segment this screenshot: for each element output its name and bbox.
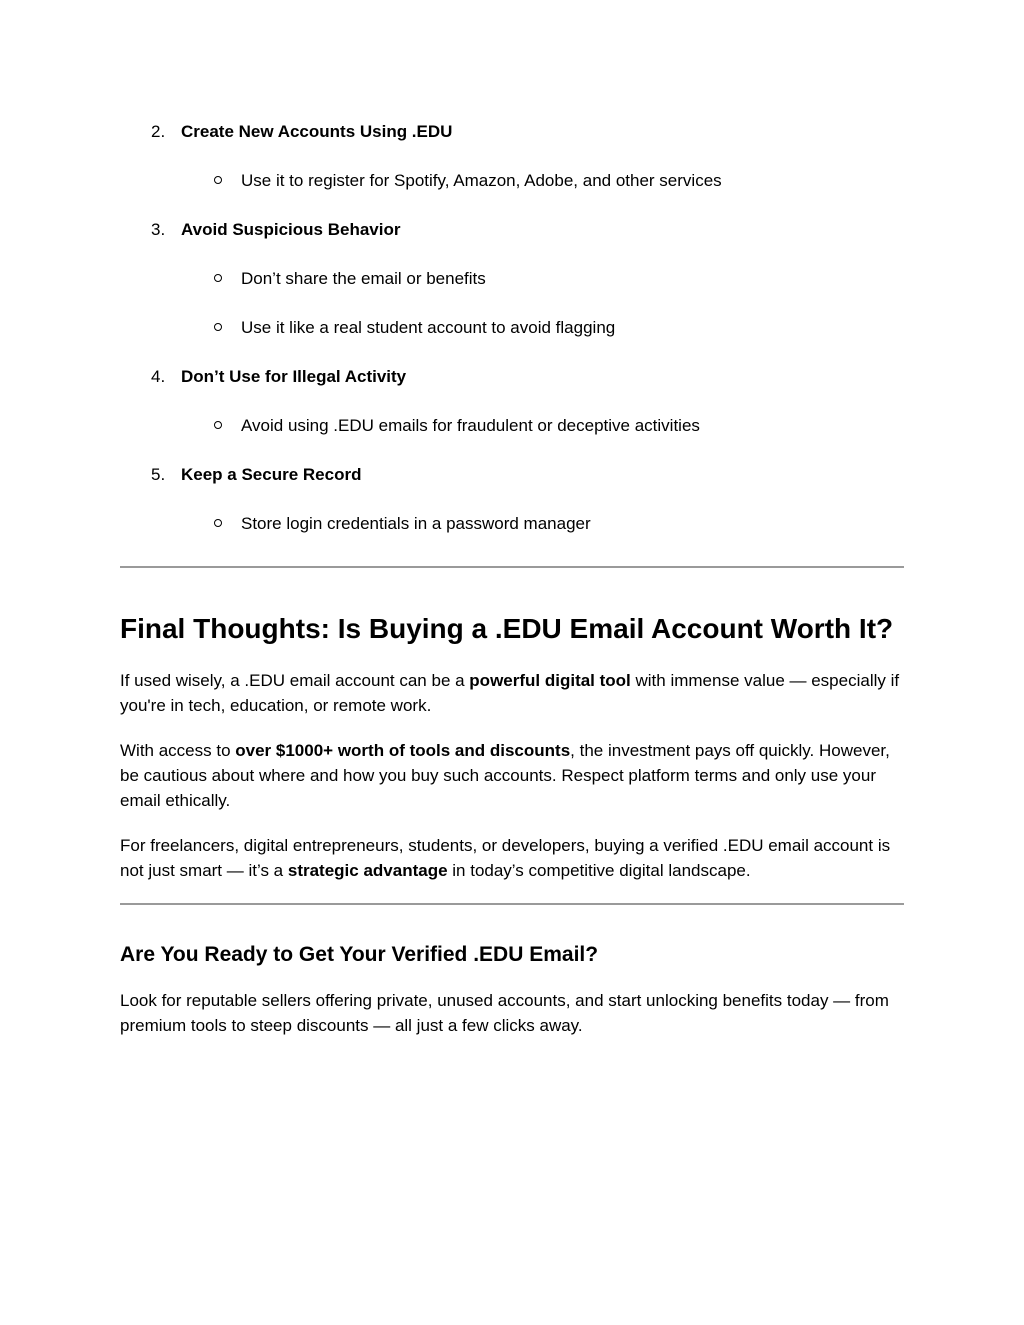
cta-paragraph: Look for reputable sellers offering private, unused accounts, and start unlocking benefits today — from premium tools to steep discounts — all just a few clicks away. (120, 991, 889, 1035)
item-title: Avoid Suspicious Behavior (181, 220, 401, 239)
sub-list-item (120, 413, 904, 438)
sub-list-item (120, 315, 904, 340)
paragraph (120, 738, 904, 813)
item-number: 3. (151, 220, 166, 239)
list-item (120, 462, 904, 487)
bold-text-segment: powerful digital tool (469, 671, 631, 690)
item-number: 5. (151, 465, 166, 484)
sub-list-item (120, 168, 904, 193)
sub-item-text: Don’t share the email or benefits (241, 269, 486, 288)
text-segment: , the investment pays off quickly. However, be cautious about where and how you buy such accounts. Respect platform terms and only use your email ethically. (120, 741, 890, 810)
sub-list-item (120, 511, 904, 536)
text-segment: with immense value — especially if you're in tech, education, or remote work. (120, 671, 900, 715)
list-item (120, 364, 904, 389)
sub-item-text: Store login credentials in a password manager (241, 514, 591, 533)
sub-item-text: Use it like a real student account to avoid flagging (241, 318, 616, 337)
final-thoughts-heading: Final Thoughts: Is Buying a .EDU Email Account Worth It? (120, 613, 894, 644)
paragraph (120, 668, 904, 718)
text-segment: If used wisely, a .EDU email account can be a (120, 671, 470, 690)
circle-bullet-icon (214, 176, 222, 184)
item-title: Keep a Secure Record (181, 465, 362, 484)
circle-bullet-icon (214, 519, 222, 527)
sub-item-text: Avoid using .EDU emails for fraudulent or deceptive activities (241, 416, 700, 435)
bold-text-segment: over $1000+ worth of tools and discounts (235, 741, 571, 760)
bold-text-segment: strategic advantage (287, 861, 448, 880)
paragraph (120, 833, 904, 883)
sub-list-item (120, 266, 904, 291)
text-segment: With access to (120, 741, 236, 760)
item-title: Create New Accounts Using .EDU (181, 122, 453, 141)
text-segment: For freelancers, digital entrepreneurs, students, or developers, buying a verified .EDU email account is not just smart — it’s a (120, 836, 891, 880)
cta-heading: Are You Ready to Get Your Verified .EDU Email? (120, 943, 599, 966)
item-number: 2. (151, 122, 166, 141)
sub-item-text: Use it to register for Spotify, Amazon, Adobe, and other services (241, 171, 722, 190)
list-item (120, 119, 904, 144)
circle-bullet-icon (214, 421, 222, 429)
text-segment: in today’s competitive digital landscape. (447, 861, 751, 880)
circle-bullet-icon (214, 323, 222, 331)
item-title: Don’t Use for Illegal Activity (181, 367, 407, 386)
list-item (120, 217, 904, 242)
item-number: 4. (151, 367, 166, 386)
section-divider (120, 903, 904, 905)
numbered-list (120, 119, 904, 536)
section-divider (120, 566, 904, 568)
circle-bullet-icon (214, 274, 222, 282)
